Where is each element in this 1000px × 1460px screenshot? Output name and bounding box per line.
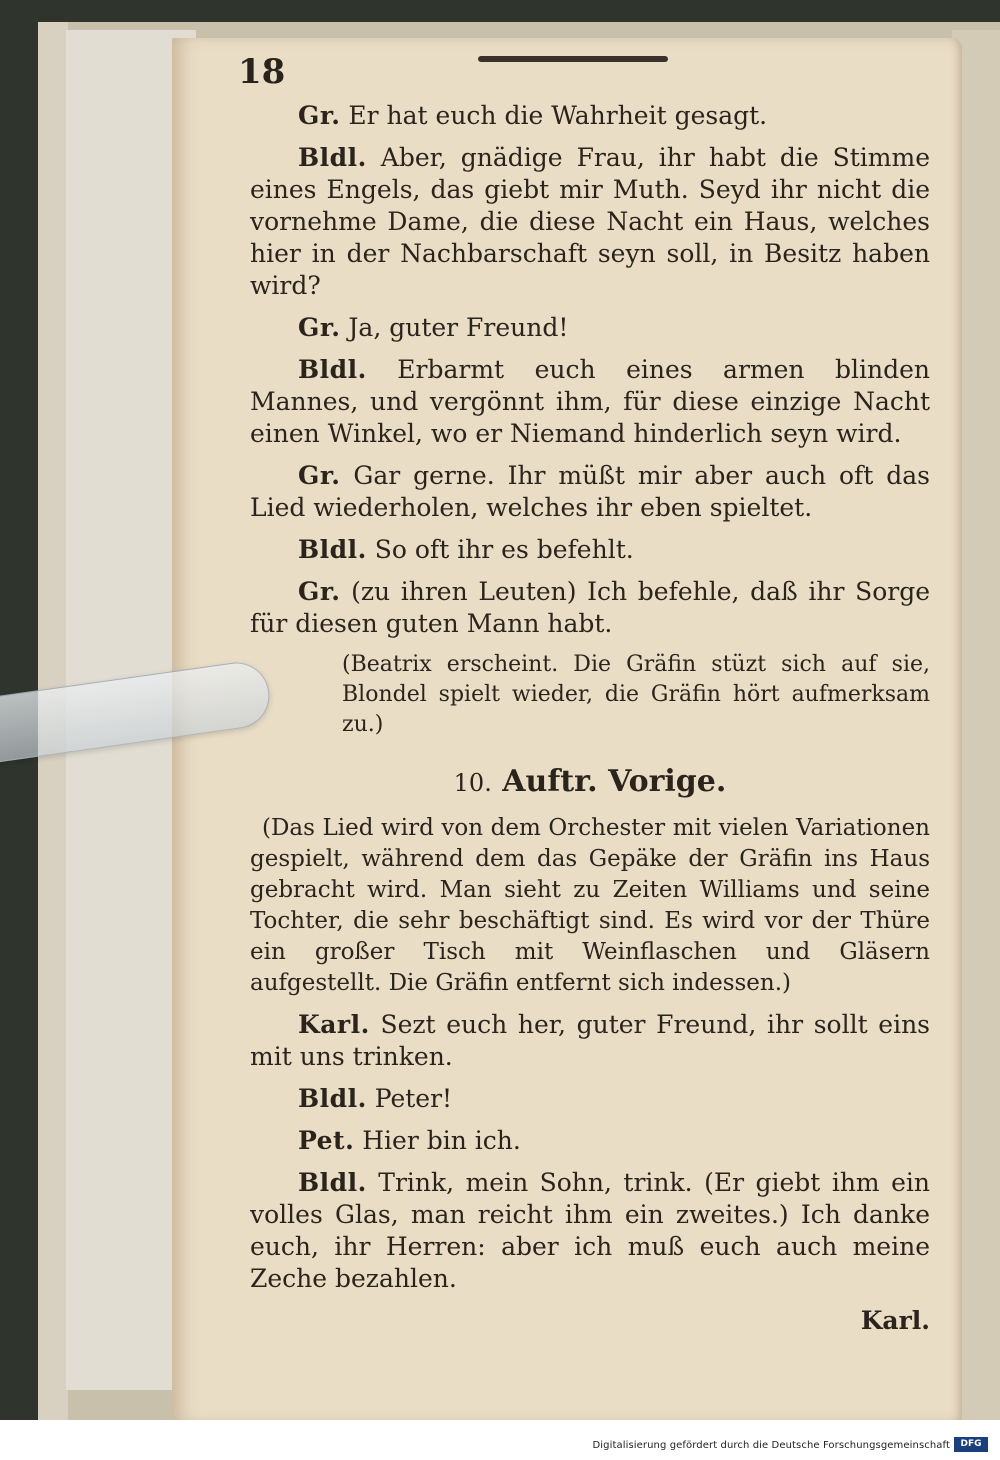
dfg-logo: DFG bbox=[954, 1437, 988, 1452]
speaker-label: Bldl. bbox=[298, 535, 367, 564]
speaker-label: Gr. bbox=[298, 461, 341, 490]
dialogue-text: Aber, gnädige Frau, ihr habt die Stimme eines Engels, das giebt mir Muth. Seyd ihr nicht die vornehme Dame, die diese Nacht ein Haus, welches hier in der Nachbarschaft seyn soll, in Besitz haben wird? bbox=[250, 143, 930, 300]
speaker-label: Bldl. bbox=[298, 1084, 367, 1113]
dialogue-line bbox=[250, 354, 930, 450]
page-text bbox=[250, 100, 930, 1337]
dialogue-text: Trink, mein Sohn, trink. (Er giebt ihm ein volles Glas, man reicht ihm ein zweites.) Ich danke euch, ihr Herren: aber ich muß euch auch meine Zeche bezahlen. bbox=[250, 1168, 930, 1293]
scene-number: 10. bbox=[453, 769, 492, 797]
speaker-label: Bldl. bbox=[298, 143, 367, 172]
dialogue-line bbox=[250, 100, 930, 132]
footer-credit: Digitalisierung gefördert durch die Deutsche Forschungsgemeinschaft bbox=[592, 1440, 950, 1451]
dialogue-line bbox=[250, 576, 930, 640]
speaker-label: Pet. bbox=[298, 1126, 355, 1155]
dialogue-line bbox=[250, 1083, 930, 1115]
scene-heading bbox=[250, 766, 930, 799]
speaker-label: Bldl. bbox=[298, 355, 367, 384]
dialogue-line bbox=[250, 1125, 930, 1157]
dialogue-text: (zu ihren Leuten) Ich befehle, daß ihr Sorge für diesen guten Mann habt. bbox=[250, 577, 930, 638]
dialogue-line bbox=[250, 312, 930, 344]
dialogue-text: Hier bin ich. bbox=[362, 1126, 521, 1155]
dialogue-line bbox=[250, 1009, 930, 1073]
dialogue-text: Er hat euch die Wahrheit gesagt. bbox=[348, 101, 768, 130]
speaker-label: Gr. bbox=[298, 577, 341, 606]
dialogue-line bbox=[250, 1167, 930, 1295]
dialogue-line bbox=[250, 142, 930, 302]
dialogue-text: So oft ihr es befehlt. bbox=[374, 535, 634, 564]
speaker-label: Karl. bbox=[298, 1010, 370, 1039]
speaker-label: Gr. bbox=[298, 313, 341, 342]
dialogue-text: Gar gerne. Ihr müßt mir aber auch oft das Lied wiederholen, welches ihr eben spieltet. bbox=[250, 461, 930, 522]
stage-direction: (Beatrix erscheint. Die Gräfin stüzt sich auf sie, Blondel spielt wieder, die Gräfin hört aufmerksam zu.) bbox=[342, 652, 930, 737]
dialogue-text: Sezt euch her, guter Freund, ihr sollt eins mit uns trinken. bbox=[250, 1010, 931, 1071]
dialogue-line bbox=[250, 534, 930, 566]
catchword: Karl. bbox=[860, 1306, 930, 1335]
stage-direction: (Das Lied wird von dem Orchester mit vielen Variationen gespielt, während dem das Gepäke der Gräfin ins Haus gebracht wird. Man sieht zu Zeiten Williams und seine Tochter, die sehr beschäftigt sind. Es wird vor der Thüre ein großer Tisch mit Weinflaschen und Gläsern aufgestellt. Die Gräfin entfernt sich indessen.) bbox=[250, 815, 930, 996]
dialogue-text: Peter! bbox=[374, 1084, 453, 1113]
dialogue-line bbox=[250, 460, 930, 524]
speaker-label: Gr. bbox=[298, 101, 341, 130]
scene-title: Auftr. Vorige. bbox=[502, 764, 727, 799]
page-number: 18 bbox=[238, 52, 286, 92]
speaker-label: Bldl. bbox=[298, 1168, 367, 1197]
header-rule bbox=[478, 56, 668, 62]
dialogue-text: Ja, guter Freund! bbox=[348, 313, 569, 342]
dialogue-text: Erbarmt euch eines armen blinden Mannes, und vergönnt ihm, für diese einzige Nacht einen Winkel, wo er Niemand hinderlich seyn wird. bbox=[250, 355, 930, 448]
